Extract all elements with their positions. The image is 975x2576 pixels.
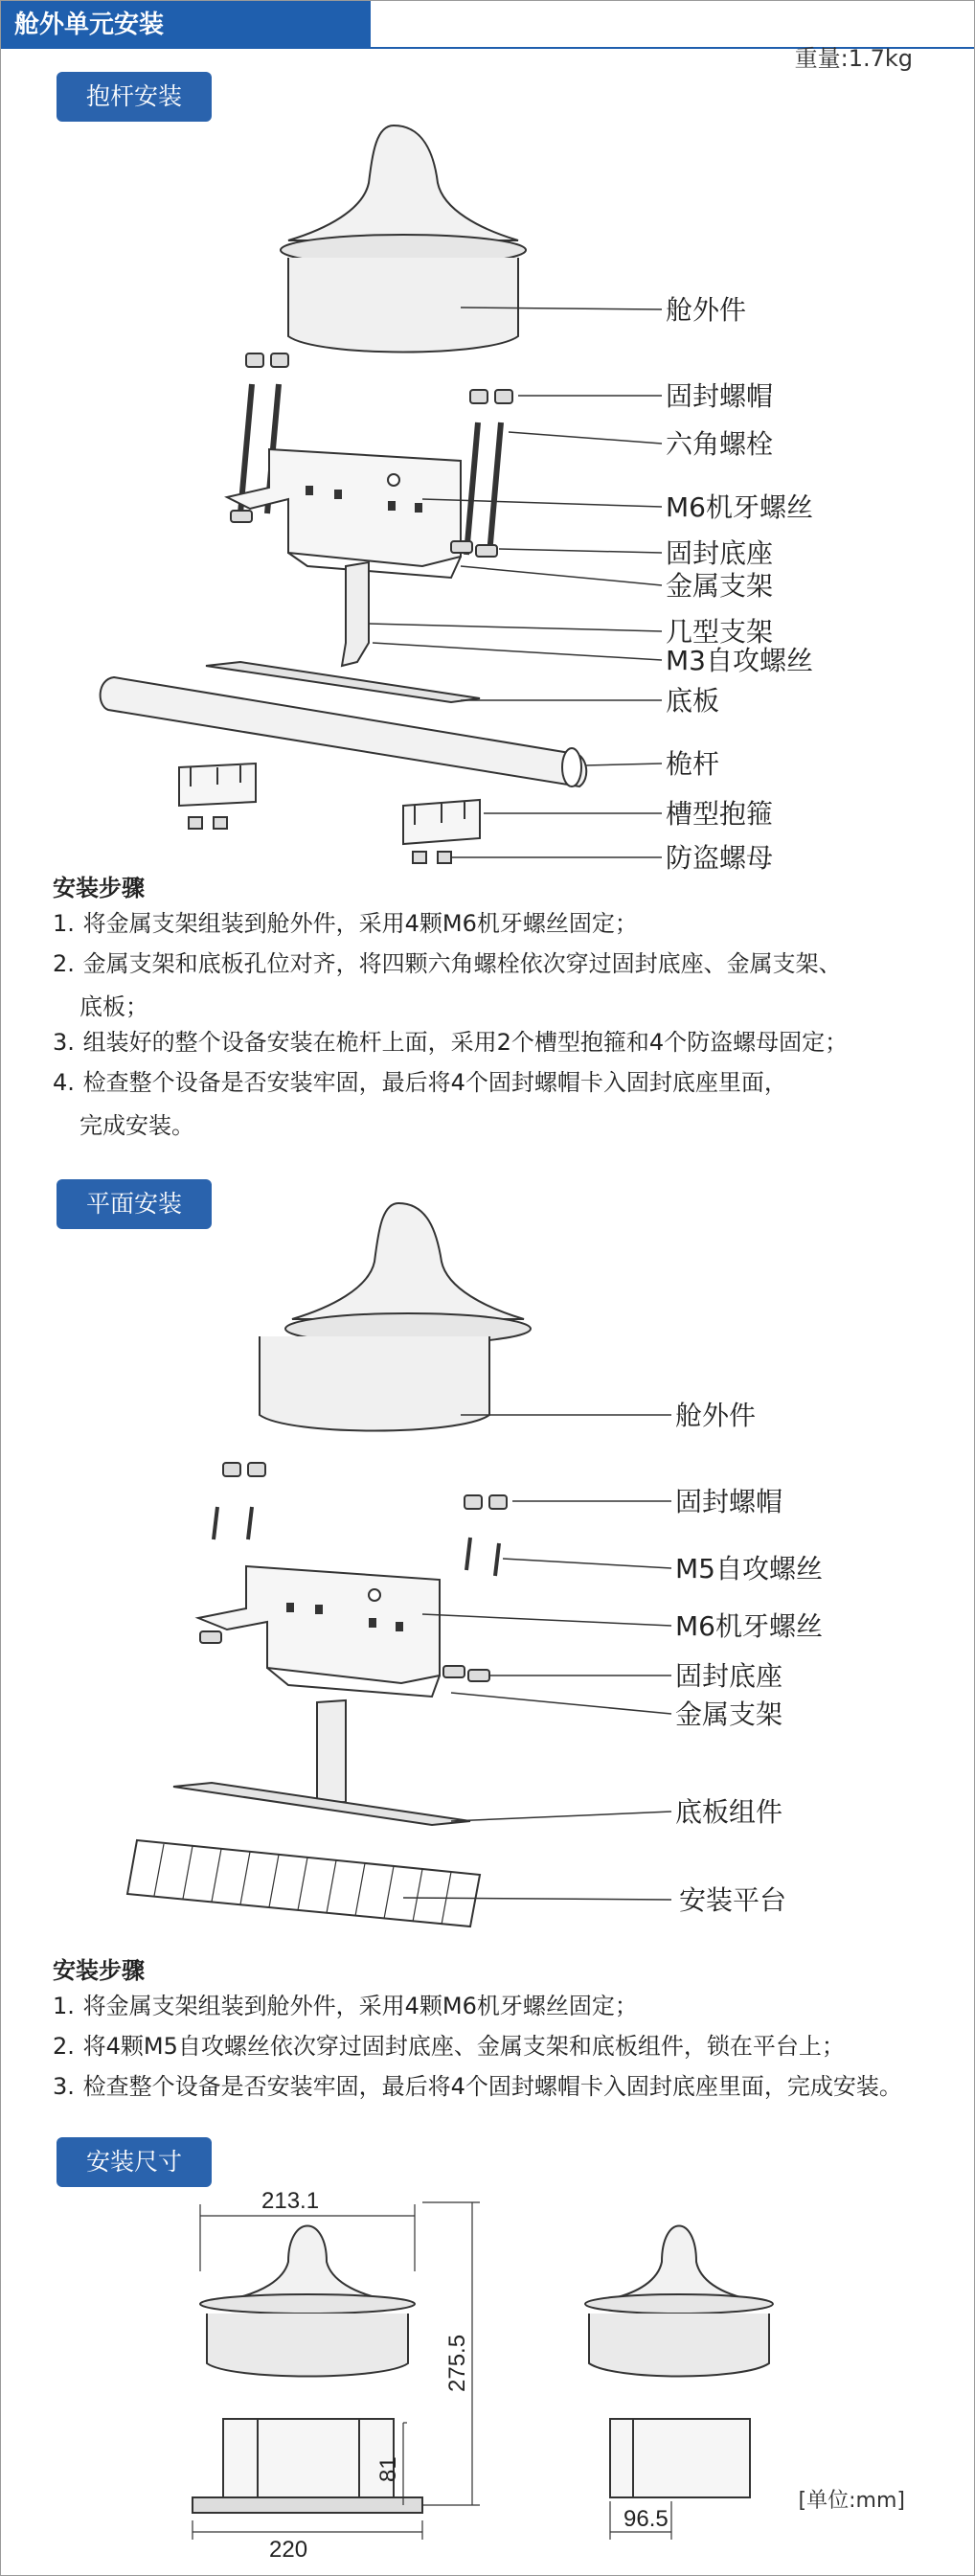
dim-height-base: 81 <box>375 2456 401 2482</box>
seal-base <box>468 1670 489 1681</box>
anti-theft-nut <box>413 852 426 863</box>
u-clamp <box>403 800 480 844</box>
base-plate-post <box>317 1700 346 1804</box>
label-seal-base: 固封底座 <box>675 1660 783 1692</box>
flat-mount-diagram <box>1 1189 975 1917</box>
seal-base <box>231 511 252 522</box>
pole-step-4-cont: 完成安装。 <box>79 1112 194 1139</box>
omega-bracket <box>342 562 369 666</box>
seal-base <box>476 545 497 557</box>
label-m3-screw: M3自攻螺丝 <box>666 645 813 676</box>
seal-cap <box>489 1495 507 1509</box>
label-seal-cap: 固封螺帽 <box>675 1486 783 1517</box>
label-metal-bracket: 金属支架 <box>666 570 774 602</box>
pole-step-2: 2. 金属支架和底板孔位对齐，将四颗六角螺栓依次穿过固封底座、金属支架、 <box>53 950 842 977</box>
label-seal-cap: 固封螺帽 <box>666 380 774 412</box>
label-anti-theft-nut: 防盗螺母 <box>666 842 774 874</box>
pole-mount-diagram <box>1 106 975 892</box>
pole-step-2-cont: 底板； <box>79 993 148 1020</box>
m5-screw <box>214 1507 499 1576</box>
flat-step-2: 2. 将4颗M5自攻螺丝依次穿过固封底座、金属支架和底板组件，锁在平台上； <box>53 2033 845 2060</box>
anti-theft-nut <box>438 852 451 863</box>
page-title: 舱外单元安装 <box>1 1 371 49</box>
seal-cap <box>223 1463 240 1476</box>
label-metal-bracket: 金属支架 <box>675 1698 783 1730</box>
seal-cap <box>246 353 263 367</box>
label-base-plate-assembly: 底板组件 <box>675 1796 783 1828</box>
cabin-unit-body <box>260 1336 489 1431</box>
label-m5-screw: M5自攻螺丝 <box>675 1553 823 1584</box>
label-platform: 安装平台 <box>679 1884 787 1916</box>
mounting-platform <box>127 1840 480 1926</box>
label-omega-bracket: 几型支架 <box>666 616 774 648</box>
seal-base <box>443 1666 465 1677</box>
dim-side-width: 96.5 <box>624 2506 669 2532</box>
label-m6-screw: M6机牙螺丝 <box>675 1610 823 1642</box>
anti-theft-nut <box>189 817 202 829</box>
label-cabin-unit: 舱外件 <box>675 1400 757 1431</box>
cabin-unit-dome <box>288 125 518 240</box>
pole-steps-title: 安装步骤 <box>53 875 145 901</box>
front-view-dome <box>236 2226 379 2299</box>
label-u-clamp: 槽型抱箍 <box>666 798 774 830</box>
label-base-plate: 底板 <box>666 685 720 717</box>
label-seal-base: 固封底座 <box>666 537 774 569</box>
pole-step-4: 4. 检查整个设备是否安装牢固，最后将4个固封螺帽卡入固封底座里面， <box>53 1069 787 1096</box>
dimensions-tag: 安装尺寸 <box>57 2137 212 2187</box>
unit-label: [单位:mm] <box>798 2489 905 2513</box>
base-plate <box>206 662 480 702</box>
dim-width-base: 220 <box>269 2537 308 2563</box>
front-view-base <box>223 2419 394 2497</box>
metal-bracket <box>227 449 461 566</box>
flat-step-3: 3. 检查整个设备是否安装牢固，最后将4个固封螺帽卡入固封底座里面，完成安装。 <box>53 2073 902 2100</box>
dim-height-total: 275.5 <box>444 2334 470 2392</box>
label-m6-screw: M6机牙螺丝 <box>666 491 813 523</box>
flat-steps-title: 安装步骤 <box>53 1957 145 1984</box>
pole-step-3: 3. 组装好的整个设备安装在桅杆上面，采用2个槽型抱箍和4个防盗螺母固定； <box>53 1029 849 1056</box>
label-cabin-unit: 舱外件 <box>666 294 747 326</box>
flat-step-1: 1. 将金属支架组装到舱外件，采用4颗M6机牙螺丝固定； <box>53 1993 638 2019</box>
seal-base <box>451 541 472 553</box>
seal-base <box>200 1631 221 1643</box>
seal-cap <box>465 1495 482 1509</box>
metal-bracket <box>198 1566 440 1683</box>
weight-label: 重量:1.7kg <box>794 45 913 72</box>
pole-step-1: 1. 将金属支架组装到舱外件，采用4颗M6机牙螺丝固定； <box>53 910 638 937</box>
label-pole: 桅杆 <box>666 748 720 780</box>
dim-width-top: 213.1 <box>261 2188 320 2214</box>
seal-cap <box>248 1463 265 1476</box>
cabin-unit-body <box>288 258 518 353</box>
anti-theft-nut <box>214 817 227 829</box>
u-clamp <box>179 764 256 806</box>
front-view-body <box>207 2314 408 2377</box>
seal-cap <box>470 390 488 403</box>
side-view-body <box>589 2314 769 2377</box>
cabin-unit-dome <box>292 1203 524 1319</box>
label-hex-bolt: 六角螺栓 <box>666 428 774 460</box>
pole-mount-tag: 抱杆安装 <box>57 72 212 122</box>
seal-cap <box>495 390 512 403</box>
seal-cap <box>271 353 288 367</box>
side-view-base <box>610 2419 750 2497</box>
flat-mount-tag: 平面安装 <box>57 1179 212 1229</box>
side-view-dome <box>614 2226 744 2299</box>
pole-tube <box>101 677 587 786</box>
